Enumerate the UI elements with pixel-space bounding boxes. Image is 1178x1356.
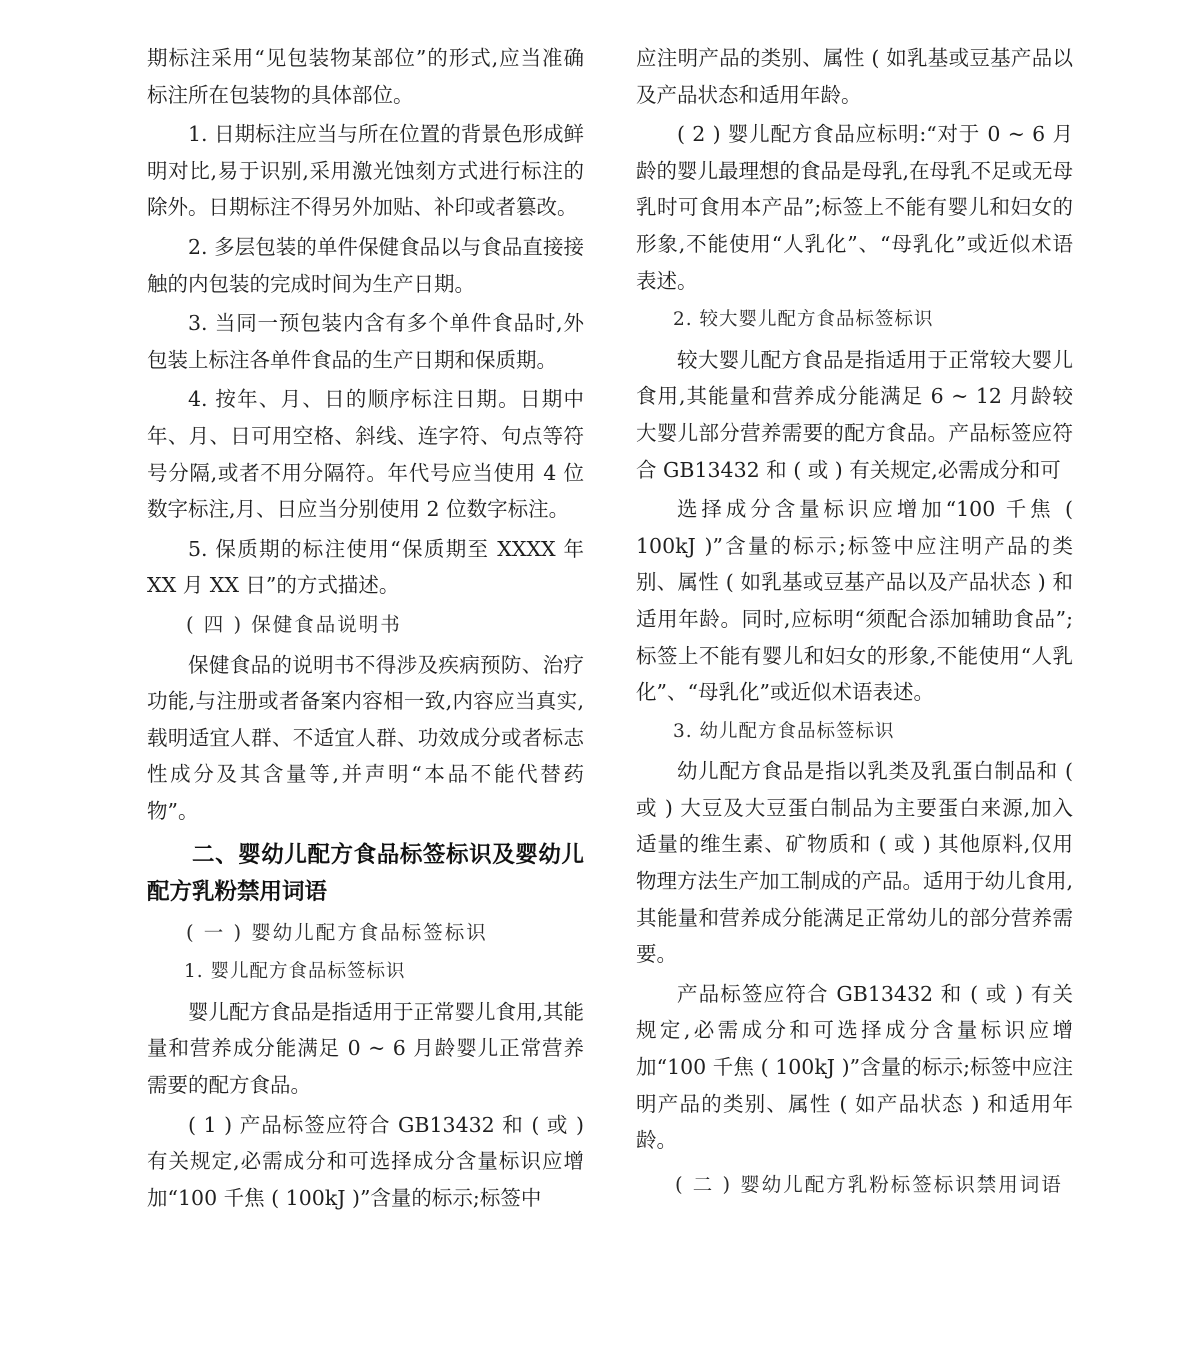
paragraph: 婴儿配方食品是指适用于正常婴儿食用,其能量和营养成分能满足 0 ~ 6 月龄婴儿正常营养需要的配方食品。 [147,999,585,1098]
subheading: ( 二 ) 婴幼儿配方乳粉标签标识禁用词语 [675,1172,1063,1196]
paragraph: 产品标签应符合 GB13432 和 ( 或 ) 有关规定,必需成分和可选择成分含量标识应增加“100 千焦 ( 100kJ )”含量的标示;标签中应注明产品的类别、属性 ( 如产品状态 ) 和适用年龄。 [636,981,1073,1153]
subheading: ( 四 ) 保健食品说明书 [186,612,402,636]
paragraph: 期标注采用“见包装物某部位”的形式,应当准确标注所在包装物的具体部位。 [147,46,584,107]
paragraph: 2. 多层包装的单件保健食品以与食品直接接触的内包装的完成时间为生产日期。 [147,234,584,296]
paragraph: 4. 按年、月、日的顺序标注日期。日期中年、月、日可用空格、斜线、连字符、句点等符号分隔,或者不用分隔符。年代号应当使用 4 位数字标注,月、日应当分别使用 2 位数字标注。 [147,387,584,522]
paragraph: 较大婴儿配方食品是指适用于正常较大婴儿食用,其能量和营养成分能满足 6 ~ 12 月龄较大婴儿部分营养需要的配方食品。产品标签应符合 GB13432 和 ( 或 ) 有关规定,必需成分和可 [636,347,1073,482]
paragraph: ( 2 ) 婴儿配方食品应标明:“对于 0 ~ 6 月龄的婴儿最理想的食品是母乳,在母乳不足或无母乳时可食用本产品”;标签上不能有婴儿和妇女的形象,不能使用“人乳化”、“母乳化”或近似术语表述。 [636,122,1074,293]
paragraph: 选择成分含量标识应增加“100 千焦 ( 100kJ )”含量的标示;标签中应注明产品的类别、属性 ( 如乳基或豆基产品以及产品状态 ) 和适用年龄。同时,应标明“须配合添加辅助食品”;标签上不能有婴儿和妇女的形象,不能使用“人乳化”、“母乳化”或近似术语表述。 [636,497,1073,705]
paragraph: 保健食品的说明书不得涉及疾病预防、治疗功能,与注册或者备案内容相一致,内容应当真实,载明适宜人群、不适宜人群、功效成分或者标志性成分及其含量等,并声明“本品不能代替药物”。 [147,652,584,823]
subheading: 1. 婴儿配方食品标签标识 [184,961,406,983]
subheading: ( 一 ) 婴幼儿配方食品标签标识 [186,920,488,944]
paragraph: 1. 日期标注应当与所在位置的背景色形成鲜明对比,易于识别,采用激光蚀刻方式进行标注的除外。日期标注不得另外加贴、补印或者篡改。 [147,122,584,220]
left-column [147,40,584,1216]
right-column [636,40,1073,1203]
section-heading: 二、婴幼儿配方食品标签标识及婴幼儿配方乳粉禁用词语 [147,842,584,906]
paragraph: 应注明产品的类别、属性 ( 如乳基或豆基产品以及产品状态和适用年龄。 [636,46,1073,107]
subheading: 3. 幼儿配方食品标签标识 [673,720,895,742]
paragraph: ( 1 ) 产品标签应符合 GB13432 和 ( 或 ) 有关规定,必需成分和可选择成分含量标识应增加“100 千焦 ( 100kJ )”含量的标示;标签中 [147,1112,584,1210]
paragraph: 幼儿配方食品是指以乳类及乳蛋白制品和 ( 或 ) 大豆及大豆蛋白制品为主要蛋白来源,加入适量的维生素、矿物质和 ( 或 ) 其他原料,仅用物理方法生产加工制成的产品。适用于幼儿食用,其能量和营养成分能满足正常幼儿的部分营养需要。 [636,759,1074,967]
paragraph: 5. 保质期的标注使用“保质期至 XXXX 年 XX 月 XX 日”的方式描述。 [147,536,584,598]
subheading: 2. 较大婴儿配方食品标签标识 [673,309,934,331]
paragraph: 3. 当同一预包装内含有多个单件食品时,外包装上标注各单件食品的生产日期和保质期。 [147,311,584,372]
